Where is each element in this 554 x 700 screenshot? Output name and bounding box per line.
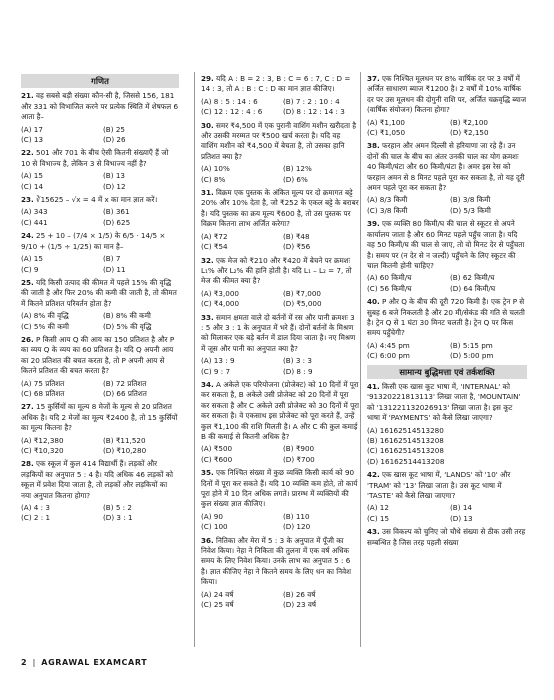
- answer-option: (C) 16162514513208: [367, 446, 444, 456]
- column-2: [201, 74, 359, 614]
- answer-option: (B) 12%: [283, 164, 312, 174]
- question-list: [367, 74, 527, 362]
- options-grid: [21, 254, 179, 275]
- question-number: 31.: [201, 188, 214, 198]
- question-item: [367, 219, 527, 271]
- question-item: [367, 382, 527, 424]
- question-item: [367, 74, 527, 116]
- options-grid: [201, 97, 359, 118]
- answer-option: (B) ₹48: [283, 231, 310, 241]
- options-grid: [21, 436, 179, 457]
- answer-option: (D) 26: [103, 135, 126, 145]
- question-item: [201, 536, 359, 588]
- question-number: 38.: [367, 141, 380, 151]
- answer-option: (A) 24 वर्ष: [201, 589, 234, 599]
- answer-option: (B) 62 किमी/घ: [450, 273, 495, 283]
- answer-option: (C) 9 : 7: [201, 366, 231, 376]
- answer-option: (D) 64 किमी/घ: [450, 283, 496, 293]
- answer-option: (A) 15: [21, 171, 43, 181]
- question-text: वह सबसे बड़ी संख्या कौन-सी है, जिससे 156, 181 और 331 को विभाजित करने पर प्रत्येक स्थिति में शेषफल 6 आता है–: [21, 91, 179, 122]
- answer-option: (D) 6%: [283, 174, 308, 184]
- question-number: 25.: [21, 277, 34, 287]
- options-grid: [367, 426, 527, 468]
- question-text: 25 + 10 – (7/4 × 1/5) के 6/5 · 14/5 × 9/10 + (1/5 ÷ 1/25) का मान है–: [21, 231, 166, 251]
- question-number: 30.: [201, 120, 214, 130]
- answer-option: (C) 25 वर्ष: [201, 600, 234, 610]
- answer-option: (A) 90: [201, 511, 223, 521]
- question-text: यदि A : B = 2 : 3, B : C = 6 : 7, C : D = 14 : 3, तो A : B : C : D का मान ज्ञात कीजिए।: [201, 74, 351, 94]
- question-text: उस विकल्प को चुनिए जो चौथे संख्या से ठीक उसी तरह सम्बन्धित है जिस तरह पहली संख्या: [367, 527, 526, 547]
- options-grid: [201, 356, 359, 377]
- answer-option: (C) ₹600: [201, 454, 233, 464]
- question-item: [201, 74, 359, 95]
- question-text: एक खास कूट भाषा में, 'LANDS' को '10' और 'TRAM' को '13' लिखा जाता है। उस कूट भाषा में 'TASTE' को कैसे लिखा जाएगा?: [367, 470, 511, 501]
- answer-option: (C) 2 : 1: [21, 513, 51, 523]
- question-number: 29.: [201, 74, 214, 83]
- column-divider: [360, 72, 361, 647]
- question-number: 32.: [201, 255, 214, 265]
- question-text: विक्रम एक पुस्तक के अंकित मूल्य पर दो क्रमागत बट्टे 20% और 10% देता है, जो ₹252 के एकल बट्टे के बराबर है। यदि पुस्तक का क्रय मूल्य ₹600 है, तो उस पुस्तक पर विक्रम कितना लाभ अर्जित करेगा?: [201, 188, 359, 229]
- answer-option: (C) ₹4,000: [201, 299, 240, 309]
- answer-option: (B) 361: [103, 207, 130, 217]
- answer-option: (C) 15: [367, 513, 390, 523]
- answer-option: (D) 66 प्रतिशत: [103, 388, 147, 398]
- question-item: [201, 121, 359, 163]
- answer-option: (A) ₹1,100: [367, 117, 405, 127]
- question-list: [201, 74, 359, 611]
- question-item: [367, 527, 527, 548]
- answer-option: (B) 72 प्रतिशत: [103, 378, 147, 388]
- answer-option: (B) ₹900: [283, 444, 315, 454]
- answer-option: (A) 16162514513280: [367, 425, 444, 435]
- options-grid: [201, 444, 359, 465]
- answer-option: (C) 100: [201, 522, 228, 532]
- question-list: [21, 91, 179, 523]
- answer-option: (B) 7 : 2 : 10 : 4: [283, 96, 340, 106]
- answer-option: (C) 68 प्रतिशत: [21, 388, 65, 398]
- question-item: [21, 148, 179, 169]
- answer-option: (B) ₹7,000: [283, 288, 321, 298]
- question-text: एक व्यक्ति 80 किमी/घ की चाल से स्कूटर से अपने कार्यालय जाता है और 60 मिनट पहले पहुँच जाता है। यदि वह 50 किमी/घ की चाल से जाए, तो वो मिनट देर से पहुँचता है। समय पर (न देर से न जल्दी) पहुँचने के लिए स्कूटर की चाल कितनी होनी चाहिए?: [367, 219, 525, 270]
- answer-option: (A) 17: [21, 124, 43, 134]
- answer-option: (B) 5 : 2: [103, 503, 132, 513]
- question-text: A अकेले एक परियोजना (प्रोजेक्ट) को 10 दिनों में पूरा कर सकता है, B अकेले उसी प्रोजेक्ट को 20 दिनों में पूरा कर सकता है और C अकेले उसी प्रोजेक्ट को 30 दिनों में पूरा कर सकता है। वे एकसाथ इस प्रोजेक्ट को पूरा करते हैं, उन्हें कुल ₹1,100 की राशि मिलती है। A और C की कुल कमाई B की कमाई से कितनी अधिक है?: [201, 379, 359, 441]
- question-number: 39.: [367, 219, 380, 229]
- options-grid: [367, 273, 527, 294]
- question-number: 34.: [201, 379, 214, 389]
- answer-option: (D) ₹700: [283, 454, 315, 464]
- question-number: 23.: [21, 195, 34, 205]
- column-1: [21, 74, 179, 527]
- answer-option: (B) ₹11,520: [103, 435, 146, 445]
- question-number: 22.: [21, 148, 34, 158]
- answer-option: (D) 8 : 12 : 14 : 3: [283, 107, 345, 117]
- question-number: 37.: [367, 74, 380, 83]
- answer-option: (B) 25: [103, 124, 125, 134]
- question-text: एक स्कूल में कुल 414 विद्यार्थी हैं। लड़कों और लड़कियों का अनुपात 5 : 4 है। यदि अधिक 46 लड़कों को स्कूल में प्रवेश दिया जाता है, तो लड़कों और लड़कियों का नया अनुपात कितना होगा?: [21, 459, 174, 500]
- answer-option: (C) 9: [21, 264, 39, 274]
- answer-option: (A) 13 : 9: [201, 356, 235, 366]
- answer-option: (D) 625: [103, 217, 131, 227]
- question-text: नितिका और मेरा में 5 : 3 के अनुपात में पूँजी का निवेश किया। नेहा ने निकिता की तुलना में एक वर्ष अधिक समय के लिए निवेश किया। उनके लाभ का अनुपात 5 : 6 है। ज्ञात कीजिए नेहा ने कितने समय के लिए धन का निवेश किया।: [201, 535, 351, 587]
- options-grid: [21, 207, 179, 228]
- question-item: [367, 470, 527, 501]
- question-number: 35.: [201, 468, 214, 478]
- question-item: [201, 188, 359, 230]
- question-number: 33.: [201, 312, 214, 322]
- answer-option: (A) ₹12,380: [21, 435, 64, 445]
- options-grid: [21, 125, 179, 146]
- brand-name: AGRAWAL EXAMCART: [41, 657, 148, 667]
- question-number: 43.: [367, 527, 380, 537]
- answer-option: (D) 11: [103, 264, 126, 274]
- question-item: [21, 335, 179, 377]
- question-item: [201, 380, 359, 442]
- answer-option: (D) 5:00 pm: [450, 351, 494, 361]
- section-heading-reasoning: सामान्य बुद्धिमत्ता एवं तर्कशक्ति: [367, 365, 527, 379]
- answer-option: (B) 26 वर्ष: [283, 589, 316, 599]
- answer-option: (C) ₹54: [201, 242, 228, 252]
- answer-option: (D) ₹10,280: [103, 446, 147, 455]
- answer-option: (A) 8/3 किमी: [367, 195, 408, 205]
- answer-option: (C) 8%: [201, 174, 226, 184]
- options-grid: [201, 164, 359, 185]
- answer-option: (D) 12: [103, 181, 126, 191]
- question-text: 501 और 701 के बीच ऐसी कितनी संख्याएँ हैं जो 10 से विभाज्य है, लेकिन 3 से विभाज्य नहीं है?: [21, 148, 169, 168]
- page-footer: [21, 655, 531, 669]
- answer-option: (D) 16162514413208: [367, 456, 445, 466]
- options-grid: [367, 195, 527, 216]
- answer-option: (C) ₹1,050: [367, 128, 406, 138]
- options-grid: [201, 232, 359, 253]
- question-text: एक निश्चित मूलधन पर 8% वार्षिक दर पर 3 वर्षों में अर्जित साधारण ब्याज ₹1200 है। 2 वर्षों में 10% वार्षिक दर पर उस मूलधन की दोगुनी राशि पर, अर्जित चक्रवृद्धि ब्याज (वार्षिक संयोजन) कितना होगा?: [367, 74, 527, 115]
- answer-option: (B) 13: [103, 171, 125, 181]
- answer-option: (C) 56 किमी/घ: [367, 283, 412, 293]
- column-divider: [194, 72, 195, 647]
- options-grid: [21, 171, 179, 192]
- question-item: [201, 256, 359, 287]
- question-number: 40.: [367, 297, 380, 307]
- answer-option: (A) 343: [21, 207, 48, 217]
- answer-option: (A) 10%: [201, 164, 230, 174]
- answer-option: (C) 3/8 किमी: [367, 205, 408, 215]
- question-text: 15 कुर्सियों का मूल्य 8 मेजों के मूल्य से 20 प्रतिशत अधिक है। यदि 2 मेजों का मूल्य ₹2400 है, तो 15 कुर्सियों का मूल्य कितना है?: [21, 402, 178, 433]
- options-grid: [201, 289, 359, 310]
- options-grid: [367, 341, 527, 362]
- answer-option: (A) ₹72: [201, 231, 228, 241]
- answer-option: (C) 5% की कमी: [21, 321, 69, 331]
- page-number: 2: [21, 657, 27, 667]
- question-item: [367, 297, 527, 339]
- options-grid: [21, 311, 179, 332]
- question-item: [21, 195, 179, 205]
- answer-option: (C) 441: [21, 217, 48, 227]
- column-3: [367, 74, 527, 550]
- answer-option: (D) 23 वर्ष: [283, 600, 317, 610]
- answer-option: (C) 6:00 pm: [367, 351, 410, 361]
- options-grid: [201, 512, 359, 533]
- options-grid: [367, 118, 527, 139]
- answer-option: (B) 110: [283, 511, 310, 521]
- question-text: ∛15625 – √x = 4 में x का मान ज्ञात करें।: [36, 195, 158, 205]
- question-number: 41.: [367, 381, 380, 391]
- question-text: यदि किसी उत्पाद की कीमत में पहले 15% की वृद्धि की जाती है और फिर 20% की कमी की जाती है, तो कीमत में कितने प्रतिशत परिवर्तन होता है?: [21, 277, 177, 308]
- question-text: P किसी आय Q की आय का 150 प्रतिशत है और P का व्यय Q के व्यय का 60 प्रतिशत है। यदि Q अपनी आय का 20 प्रतिशत की बचत करता है, तो P अपनी आय से कितने प्रतिशत की बचत करता है?: [21, 334, 175, 376]
- question-text: किसी एक खास कूट भाषा में, 'INTERNAL' को '91320221813113' लिखा जाता है, 'MOUNTAIN' को '131221132026913' लिखा जाता है। इस कूट भाषा में 'PAYMENTS' को कैसे लिखा जाएगा?: [367, 381, 521, 423]
- answer-option: (C) ₹10,320: [21, 446, 64, 455]
- options-grid: [21, 379, 179, 400]
- answer-option: (A) 15: [21, 254, 43, 264]
- answer-option: (B) ₹2,100: [450, 117, 488, 127]
- answer-option: (A) ₹500: [201, 444, 233, 454]
- options-grid: [201, 590, 359, 611]
- question-item: [201, 468, 359, 510]
- answer-option: (A) 12: [367, 503, 389, 513]
- answer-option: (B) 16162514513208: [367, 436, 444, 445]
- question-item: [21, 91, 179, 122]
- answer-option: (B) 8% की कमी: [103, 311, 151, 321]
- question-number: 26.: [21, 334, 34, 344]
- answer-option: (D) 13: [450, 513, 473, 523]
- answer-option: (D) 3 : 1: [103, 513, 133, 523]
- question-item: [201, 313, 359, 355]
- answer-option: (C) 12 : 12 : 4 : 6: [201, 107, 263, 117]
- answer-option: (D) 5% की वृद्धि: [103, 321, 152, 331]
- question-number: 28.: [21, 459, 34, 469]
- answer-option: (B) 14: [450, 503, 472, 513]
- question-item: [21, 278, 179, 309]
- answer-option: (B) 5:15 pm: [450, 340, 493, 350]
- footer-separator: |: [32, 657, 36, 667]
- answer-option: (D) ₹5,000: [283, 299, 322, 309]
- answer-option: (A) ₹3,000: [201, 288, 239, 298]
- question-text: P और Q के बीच की दूरी 720 किमी है। एक ट्रेन P से सुबह 6 बजे निकलती है और 20 मी/सेकंड की गति से चलती है। ट्रेन Q से 1 घंटा 30 मिनट चलती है। ट्रेन Q पर किस समय पहुँचेगी?: [367, 297, 525, 338]
- answer-option: (C) 13: [21, 135, 44, 145]
- question-number: 27.: [21, 402, 34, 412]
- answer-option: (A) 60 किमी/घ: [367, 273, 412, 283]
- answer-option: (C) 14: [21, 181, 44, 191]
- answer-option: (B) 7: [103, 254, 121, 264]
- answer-option: (D) ₹2,150: [450, 128, 489, 138]
- answer-option: (D) 8 : 9: [283, 366, 313, 376]
- options-grid: [21, 503, 179, 524]
- question-number: 21.: [21, 91, 34, 101]
- question-text: समर ₹4,500 में एक पुरानी वाशिंग मशीन खरीदता है और उसकी मरम्मत पर ₹500 खर्च करता है। यदि वह वाशिंग मशीन को ₹4,500 में बेचता है, तो उसका हानि प्रतिशत क्या है?: [201, 120, 357, 161]
- question-number: 42.: [367, 470, 380, 480]
- question-number: 24.: [21, 231, 34, 241]
- question-item: [21, 459, 179, 501]
- question-list: [367, 382, 527, 548]
- answer-option: (A) 75 प्रतिशत: [21, 378, 65, 388]
- question-text: फरहान और अमन दिल्ली से हरियाणा जा रहे हैं। उन दोनों की चाल के बीच का अंतर उनकी चाल का योग क्रमशः 40 किमी/घंटा और 60 किमी/घंटा है। अमर इस रेस को फरहान अमन से 8 मिनट पहले पूरा कर सकता है, तो यह दूरी अमन पहले पूरा कर सकता है?: [367, 141, 525, 193]
- question-item: [21, 402, 179, 433]
- answer-option: (D) 120: [283, 522, 311, 532]
- answer-option: (A) 4:45 pm: [367, 340, 410, 350]
- question-number: 36.: [201, 535, 214, 545]
- question-item: [21, 231, 179, 252]
- question-text: एक मेज को ₹210 और ₹420 में बेचने पर क्रमशः L₁% और L₂% की हानि होती है। यदि L₁ – L₂ = 7, तो मेज की कीमत क्या है?: [201, 255, 352, 286]
- question-text: समान क्षमता वाले दो बर्तनों में रस और पानी क्रमशः 3 : 5 और 3 : 1 के अनुपात में भरे हैं। दोनों बर्तनों के मिश्रण को मिलाकर एक बड़े बर्तन में डाल दिया जाता है। नए मिश्रण में जूस और पानी का अनुपात क्या है?: [201, 312, 356, 353]
- question-text: एक निश्चित संख्या में कुछ व्यक्ति किसी कार्य को 90 दिनों में पूरा कर सकते हैं। यदि 10 व्यक्ति कम होते, तो कार्य पूरा होने में 10 दिन अधिक लगते। प्रारम्भ में व्यक्तियों की कुल संख्या ज्ञात कीजिए।: [201, 468, 358, 509]
- answer-option: (B) 3/8 किमी: [450, 195, 491, 205]
- answer-option: (A) 4 : 3: [21, 503, 50, 513]
- answer-option: (A) 8 : 5 : 14 : 6: [201, 96, 258, 106]
- section-heading-math: गणित: [21, 74, 179, 88]
- answer-option: (D) 5/3 किमी: [450, 205, 491, 215]
- answer-option: (B) 3 : 3: [283, 356, 312, 366]
- answer-option: (A) 8% की वृद्धि: [21, 311, 69, 321]
- options-grid: [367, 503, 527, 524]
- answer-option: (D) ₹56: [283, 242, 311, 252]
- question-item: [367, 141, 527, 193]
